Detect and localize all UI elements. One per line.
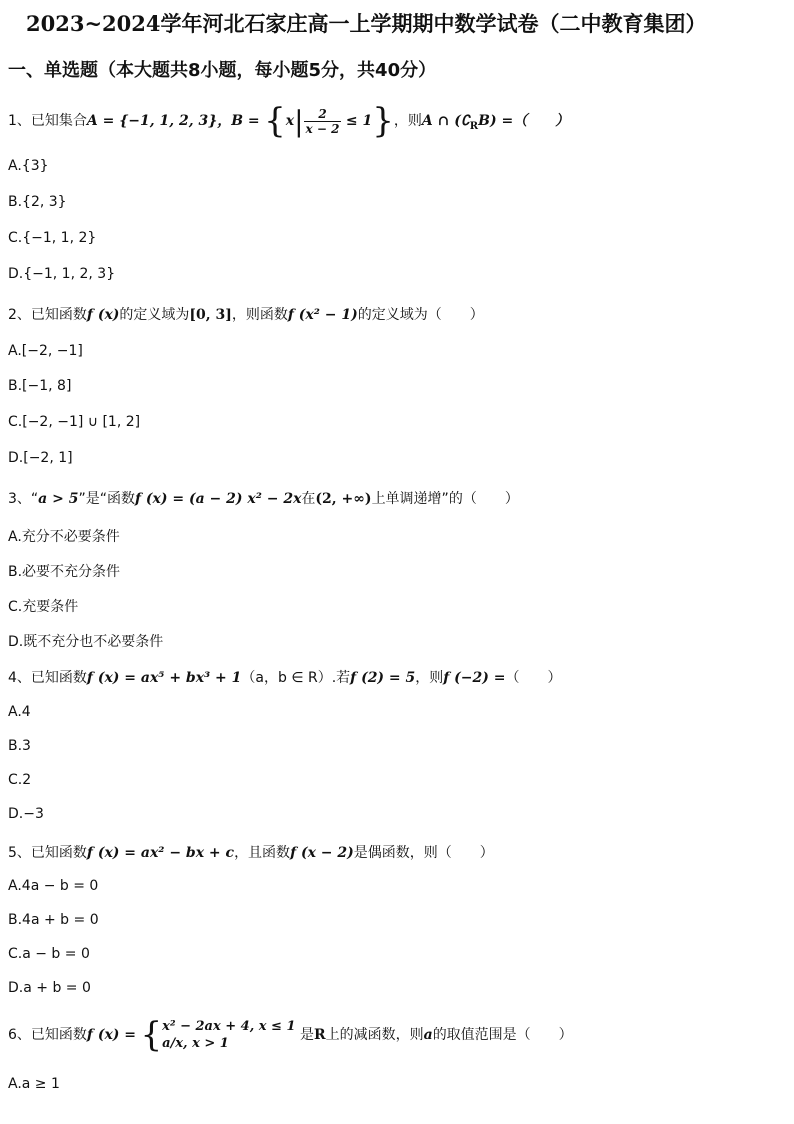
q1-subscript: R bbox=[469, 120, 479, 132]
q3-interval: (2, +∞) bbox=[315, 491, 372, 507]
q3-text-1: 3、“ bbox=[8, 491, 39, 507]
q5-text-2: ，且函数 bbox=[234, 845, 291, 861]
q5-option-d: D.a + b = 0 bbox=[8, 980, 91, 996]
q4-text-1: 4、已知函数 bbox=[8, 670, 87, 686]
q6-lhs: f (x) = bbox=[86, 1027, 137, 1043]
q4-text-2: （a，b ∈ R）.若 bbox=[241, 670, 351, 686]
q1-option-a: A.{3} bbox=[8, 158, 49, 174]
question-4 bbox=[8, 667, 562, 687]
q1-inequality: ≤ 1 bbox=[345, 113, 373, 129]
q2-option-d: D.[−2, 1] bbox=[8, 450, 73, 466]
q1-var-x: x bbox=[285, 113, 295, 129]
question-2 bbox=[8, 304, 484, 324]
q4-option-d: D.−3 bbox=[8, 806, 44, 822]
q3-option-c: C.充要条件 bbox=[8, 599, 79, 615]
q2-option-a: A.[−2, −1] bbox=[8, 343, 83, 359]
q2-option-c: C.[−2, −1] ∪ [1, 2] bbox=[8, 414, 141, 430]
q1-numerator: 2 bbox=[304, 107, 342, 122]
q6-var: a bbox=[423, 1027, 433, 1043]
q2-option-b: B.[−1, 8] bbox=[8, 378, 72, 394]
q3-text-2: ”是“函数 bbox=[78, 491, 135, 507]
q6-text-2: 是 bbox=[299, 1027, 314, 1043]
q2-text-3: ，则函数 bbox=[231, 307, 288, 323]
q6-case-2: a/x, x > 1 bbox=[162, 1036, 229, 1051]
page-title: 2023~2024学年河北石家庄高一上学期期中数学试卷（二中教育集团） bbox=[26, 11, 707, 36]
q6-text-3: 上的减函数，则 bbox=[325, 1027, 424, 1043]
q4-text-4: （ ） bbox=[505, 670, 562, 686]
q1-bar: | bbox=[294, 105, 304, 138]
q6-case-brace: { bbox=[140, 1015, 163, 1055]
q4-given: f (2) = 5 bbox=[350, 670, 416, 686]
question-1 bbox=[8, 101, 570, 141]
q1-set-b-label: ，B = bbox=[217, 113, 260, 129]
q1-set-a: A = {−1, 1, 2, 3} bbox=[86, 113, 218, 129]
q2-text-1: 2、已知函数 bbox=[8, 307, 87, 323]
q6-piecewise bbox=[162, 1018, 295, 1052]
question-3 bbox=[8, 488, 519, 508]
q5-option-b: B.4a + b = 0 bbox=[8, 912, 99, 928]
q3-text-3: 在 bbox=[301, 491, 316, 507]
section-heading: 一、单选题（本大题共8小题，每小题5分，共40分） bbox=[8, 60, 437, 81]
q5-option-c: C.a − b = 0 bbox=[8, 946, 90, 962]
q6-reals: R bbox=[313, 1027, 326, 1043]
q4-option-b: B.3 bbox=[8, 738, 31, 754]
q1-then: ，则 bbox=[393, 113, 422, 129]
q6-text-1: 6、已知函数 bbox=[8, 1027, 87, 1043]
q5-option-a: A.4a − b = 0 bbox=[8, 878, 99, 894]
q2-func: f (x) bbox=[86, 307, 120, 323]
q1-fraction bbox=[304, 107, 342, 136]
q2-domain: [0, 3] bbox=[189, 307, 232, 323]
q1-expression: A ∩ (∁ bbox=[421, 113, 470, 129]
q1-denominator: x − 2 bbox=[305, 121, 340, 136]
q1-option-b: B.{2, 3} bbox=[8, 194, 67, 210]
q1-option-c: C.{−1, 1, 2} bbox=[8, 230, 97, 246]
q1-right-brace: } bbox=[372, 101, 394, 141]
question-5 bbox=[8, 842, 494, 862]
q2-text-2: 的定义域为 bbox=[119, 307, 190, 323]
q3-func: f (x) = (a − 2) x² − 2x bbox=[134, 491, 302, 507]
q5-func: f (x) = ax² − bx + c bbox=[86, 845, 235, 861]
q4-func: f (x) = ax⁵ + bx³ + 1 bbox=[86, 670, 242, 686]
question-6 bbox=[8, 1015, 573, 1055]
q4-ask: f (−2) = bbox=[443, 670, 506, 686]
q6-option-a: A.a ≥ 1 bbox=[8, 1076, 60, 1092]
q5-shifted-func: f (x − 2) bbox=[290, 845, 354, 861]
q4-text-3: ，则 bbox=[415, 670, 444, 686]
q5-text-1: 5、已知函数 bbox=[8, 845, 87, 861]
q4-option-c: C.2 bbox=[8, 772, 32, 788]
q3-text-4: 上单调递增”的（ ） bbox=[371, 491, 519, 507]
q5-text-3: 是偶函数，则（ ） bbox=[353, 845, 494, 861]
q1-expression-end: B) =（ ） bbox=[478, 113, 570, 129]
q6-case-1: x² − 2ax + 4, x ≤ 1 bbox=[162, 1019, 296, 1034]
q1-left-brace: { bbox=[264, 101, 286, 141]
q3-option-b: B.必要不充分条件 bbox=[8, 564, 121, 580]
q3-option-a: A.充分不必要条件 bbox=[8, 529, 120, 545]
q2-composite-func: f (x² − 1) bbox=[287, 307, 358, 323]
q2-text-4: 的定义域为（ ） bbox=[357, 307, 484, 323]
q6-text-4: 的取值范围是（ ） bbox=[432, 1027, 573, 1043]
q3-option-d: D.既不充分也不必要条件 bbox=[8, 634, 164, 650]
q3-condition: a > 5 bbox=[38, 491, 79, 507]
q1-prefix: 1、已知集合 bbox=[8, 113, 87, 129]
q4-option-a: A.4 bbox=[8, 704, 31, 720]
q1-option-d: D.{−1, 1, 2, 3} bbox=[8, 266, 116, 282]
